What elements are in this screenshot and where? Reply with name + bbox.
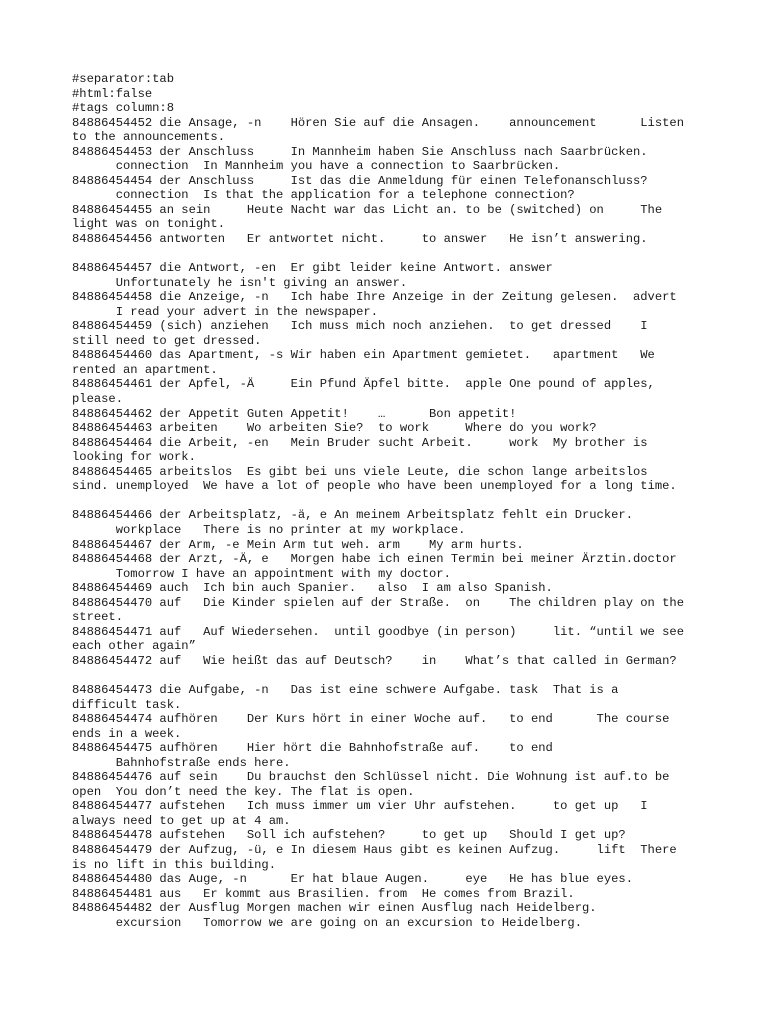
text-line <box>72 247 700 262</box>
text-line: rented an apartment. <box>72 362 218 377</box>
text-line: 84886454468 der Arzt, -Ä, e Morgen habe ich einen Termin bei meiner Ärztin.doctor <box>72 552 677 567</box>
text-line: ends in a week. <box>72 726 182 741</box>
text-line: 84886454453 der Anschluss In Mannheim haben Sie Anschluss nach Saarbrücken. <box>72 144 648 159</box>
text-line: 84886454474 aufhören Der Kurs hört in einer Woche auf. to end The course <box>72 712 670 727</box>
text-line: workplace There is no printer at my workplace. <box>72 522 466 537</box>
text-line: 84886454459 (sich) anziehen Ich muss mich noch anziehen. to get dressed I <box>72 319 648 334</box>
text-line: street. <box>72 610 123 625</box>
text-line: I read your advert in the newspaper. <box>72 304 378 319</box>
text-line: 84886454480 das Auge, -n Er hat blaue Augen. eye He has blue eyes. <box>72 872 633 887</box>
text-line: light was on tonight. <box>72 217 225 232</box>
text-line: 84886454481 aus Er kommt aus Brasilien. from He comes from Brazil. <box>72 886 575 901</box>
text-line: each other again” <box>72 639 196 654</box>
text-line: 84886454460 das Apartment, -s Wir haben ein Apartment gemietet. apartment We <box>72 348 655 363</box>
text-line: 84886454479 der Aufzug, -ü, e In diesem Haus gibt es keinen Aufzug. lift There <box>72 842 677 857</box>
text-line: difficult task. <box>72 697 182 712</box>
text-line: Tomorrow I have an appointment with my doctor. <box>72 566 451 581</box>
text-line: always need to get up at 4 am. <box>72 813 291 828</box>
text-line: looking for work. <box>72 450 196 465</box>
text-line: open You don’t need the key. The flat is open. <box>72 784 415 799</box>
text-line: excursion Tomorrow we are going on an excursion to Heidelberg. <box>72 915 582 930</box>
text-line: 84886454466 der Arbeitsplatz, -ä, e An meinem Arbeitsplatz fehlt ein Drucker. <box>72 508 633 523</box>
text-line: 84886454473 die Aufgabe, -n Das ist eine schwere Aufgabe. task That is a <box>72 682 619 697</box>
text-line: 84886454464 die Arbeit, -en Mein Bruder sucht Arbeit. work My brother is <box>72 435 648 450</box>
text-line: 84886454465 arbeitslos Es gibt bei uns viele Leute, die schon lange arbeitslos <box>72 464 648 479</box>
text-line: 84886454478 aufstehen Soll ich aufstehen? to get up Should I get up? <box>72 828 626 843</box>
text-line: 84886454452 die Ansage, -n Hören Sie auf die Ansagen. announcement Listen <box>72 115 684 130</box>
text-line: 84886454470 auf Die Kinder spielen auf der Straße. on The children play on the <box>72 595 684 610</box>
text-line: #tags column:8 <box>72 101 174 116</box>
text-line: #separator:tab <box>72 72 174 86</box>
text-line: 84886454472 auf Wie heißt das auf Deutsch? in What’s that called in German? <box>72 653 677 668</box>
text-line: 84886454462 der Appetit Guten Appetit! … Bon appetit! <box>72 406 517 421</box>
text-line: 84886454455 an sein Heute Nacht war das Licht an. to be (switched) on The <box>72 202 663 217</box>
text-line: still need to get dressed. <box>72 333 262 348</box>
text-line: please. <box>72 392 123 407</box>
text-line: 84886454477 aufstehen Ich muss immer um vier Uhr aufstehen. to get up I <box>72 799 648 814</box>
text-line: connection Is that the application for a telephone connection? <box>72 188 575 203</box>
text-line: #html:false <box>72 86 153 101</box>
text-line: 84886454461 der Apfel, -Ä Ein Pfund Äpfel bitte. apple One pound of apples, <box>72 377 655 392</box>
text-line: sind. unemployed We have a lot of people who have been unemployed for a long time. <box>72 479 677 494</box>
text-line: 84886454475 aufhören Hier hört die Bahnhofstraße auf. to end <box>72 741 553 756</box>
text-line: connection In Mannheim you have a connection to Saarbrücken. <box>72 159 561 174</box>
text-line: 84886454458 die Anzeige, -n Ich habe Ihre Anzeige in der Zeitung gelesen. advert <box>72 290 677 305</box>
text-line <box>72 494 700 509</box>
text-line: 84886454457 die Antwort, -en Er gibt leider keine Antwort. answer <box>72 261 553 276</box>
text-line: 84886454476 auf sein Du brauchst den Schlüssel nicht. Die Wohnung ist auf.to be <box>72 770 670 785</box>
text-line: 84886454471 auf Auf Wiedersehen. until goodbye (in person) lit. “until we see <box>72 624 684 639</box>
text-line: to the announcements. <box>72 130 225 145</box>
text-line: Unfortunately he isn't giving an answer. <box>72 275 408 290</box>
text-line: 84886454456 antworten Er antwortet nicht. to answer He isn’t answering. <box>72 232 648 247</box>
text-line: 84886454469 auch Ich bin auch Spanier. also I am also Spanish. <box>72 581 553 596</box>
text-line: 84886454482 der Ausflug Morgen machen wir einen Ausflug nach Heidelberg. <box>72 901 597 916</box>
document-page <box>72 72 700 930</box>
text-line: 84886454463 arbeiten Wo arbeiten Sie? to work Where do you work? <box>72 421 597 436</box>
text-line: 84886454454 der Anschluss Ist das die Anmeldung für einen Telefonanschluss? <box>72 173 648 188</box>
text-line: 84886454467 der Arm, -e Mein Arm tut weh. arm My arm hurts. <box>72 537 524 552</box>
text-line <box>72 668 700 683</box>
text-line: is no lift in this building. <box>72 857 276 872</box>
text-line: Bahnhofstraße ends here. <box>72 755 291 770</box>
